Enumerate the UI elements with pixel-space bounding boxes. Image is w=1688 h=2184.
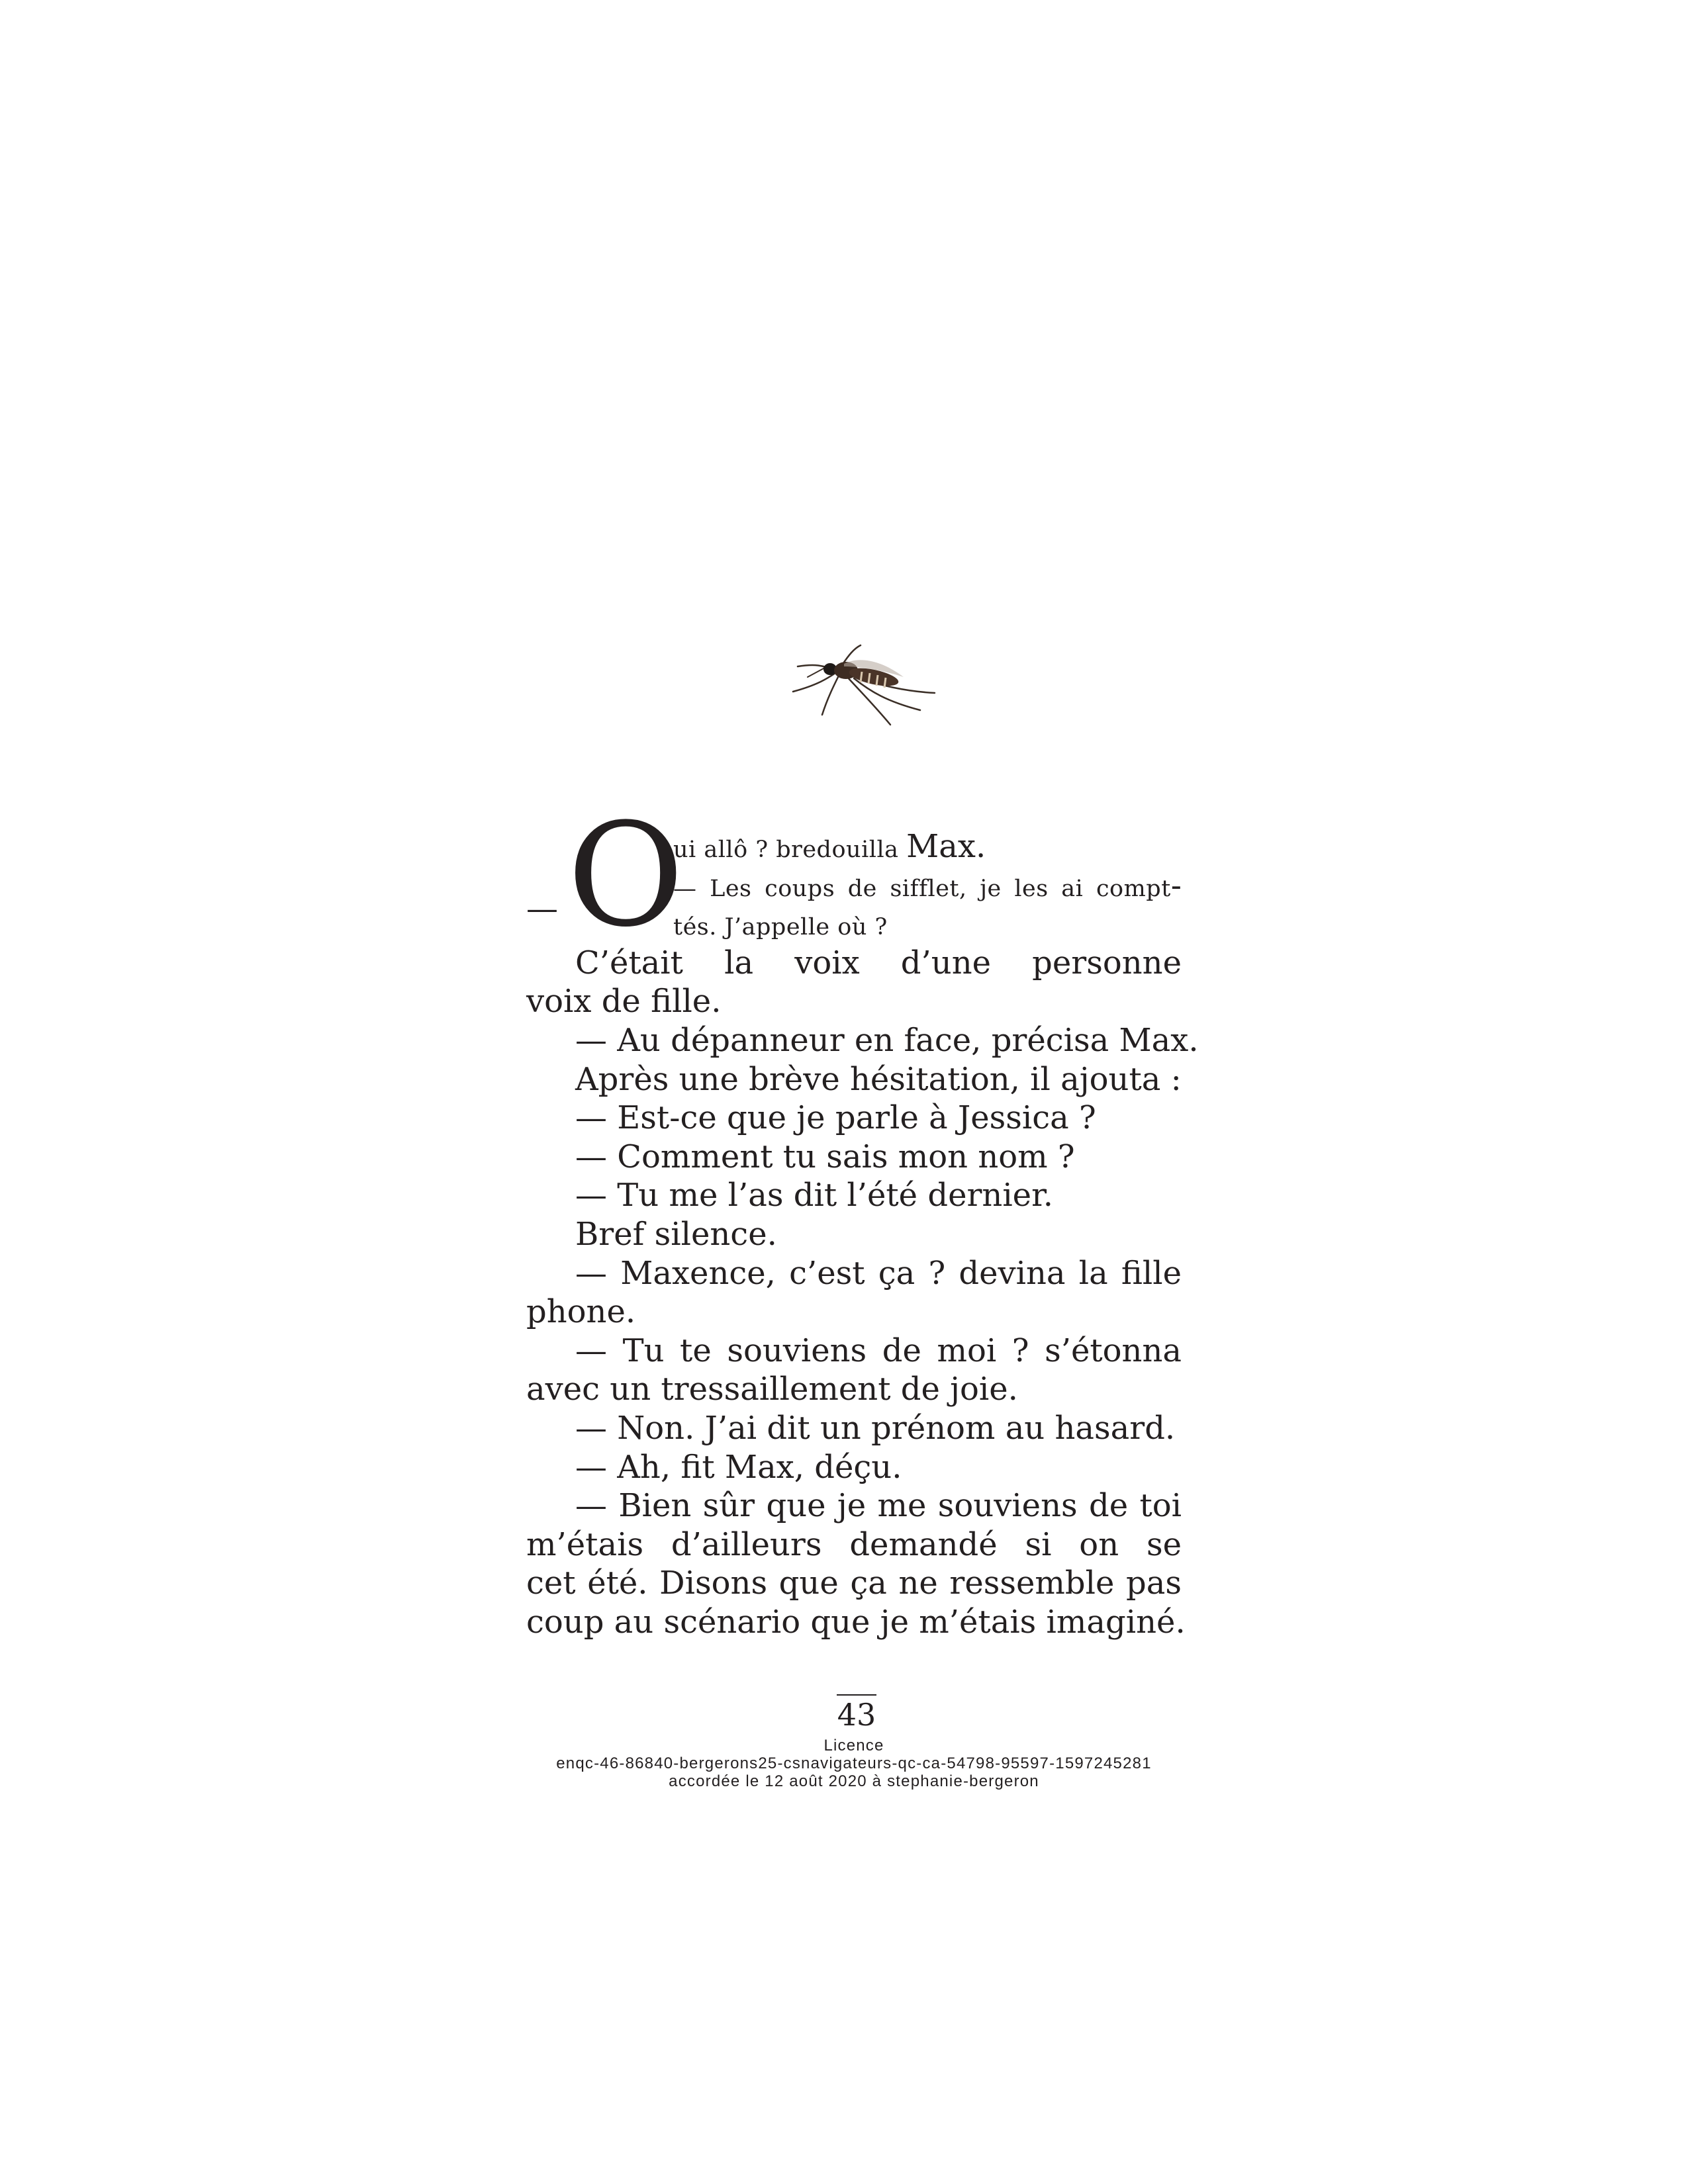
text-line: — Comment tu sais mon nom ? (575, 1138, 1075, 1175)
text-line: — Tu me l’as dit l’été dernier. (575, 1177, 1054, 1214)
text-line: Bref silence. (575, 1215, 777, 1253)
license-code: enqc-46-86840-bergerons25-csnavigateurs-qc-ca-54798-95597-1597245281 (556, 1754, 1152, 1772)
text-line: voix de fille. (526, 983, 722, 1021)
opening-line-3: tés. J’appelle où ? (673, 914, 888, 941)
text-line: — Au dépanneur en face, précisa Max. (575, 1021, 1199, 1059)
text-line: — Maxence, c’est ça ? devina la fille (575, 1254, 1182, 1292)
text-line: — Non. J’ai dit un prénom au hasard. (575, 1409, 1176, 1447)
story-text (526, 792, 1199, 1641)
text-line: — Est-ce que je parle à Jessica ? (575, 1099, 1096, 1137)
license-title: Licence (823, 1737, 884, 1754)
license-grant: accordée le 12 août 2020 à stephanie-bergeron (669, 1772, 1039, 1790)
text-line: — Bien sûr que je me souviens de toi (575, 1487, 1182, 1525)
text-line: Après une brève hésitation, il ajouta : (575, 1060, 1182, 1098)
mosquito-icon (761, 625, 947, 731)
text-line: C’était la voix d’une personne (575, 944, 1182, 981)
opening-line-2: — Les coups de sifflet, je les ai compt- (673, 866, 1182, 904)
opening-line-1: ui allô ? bredouilla Max. (673, 828, 986, 865)
text-line: phone. (526, 1293, 636, 1331)
text-line: — Tu te souviens de moi ? s’étonna (575, 1332, 1182, 1369)
text-line: avec un tressaillement de joie. (526, 1371, 1018, 1408)
license-notice (424, 1737, 1284, 1790)
page-number: 43 (837, 1694, 876, 1733)
text-line: m’étais d’ailleurs demandé si on se (526, 1525, 1182, 1563)
text-line: — Ah, fit Max, déçu. (575, 1448, 902, 1486)
text-line: coup au scénario que je m’étais imaginé. (526, 1603, 1186, 1641)
drop-cap: O (567, 792, 684, 958)
text-line: cet été. Disons que ça ne ressemble pas (526, 1565, 1182, 1602)
lead-dash: — (526, 890, 558, 927)
